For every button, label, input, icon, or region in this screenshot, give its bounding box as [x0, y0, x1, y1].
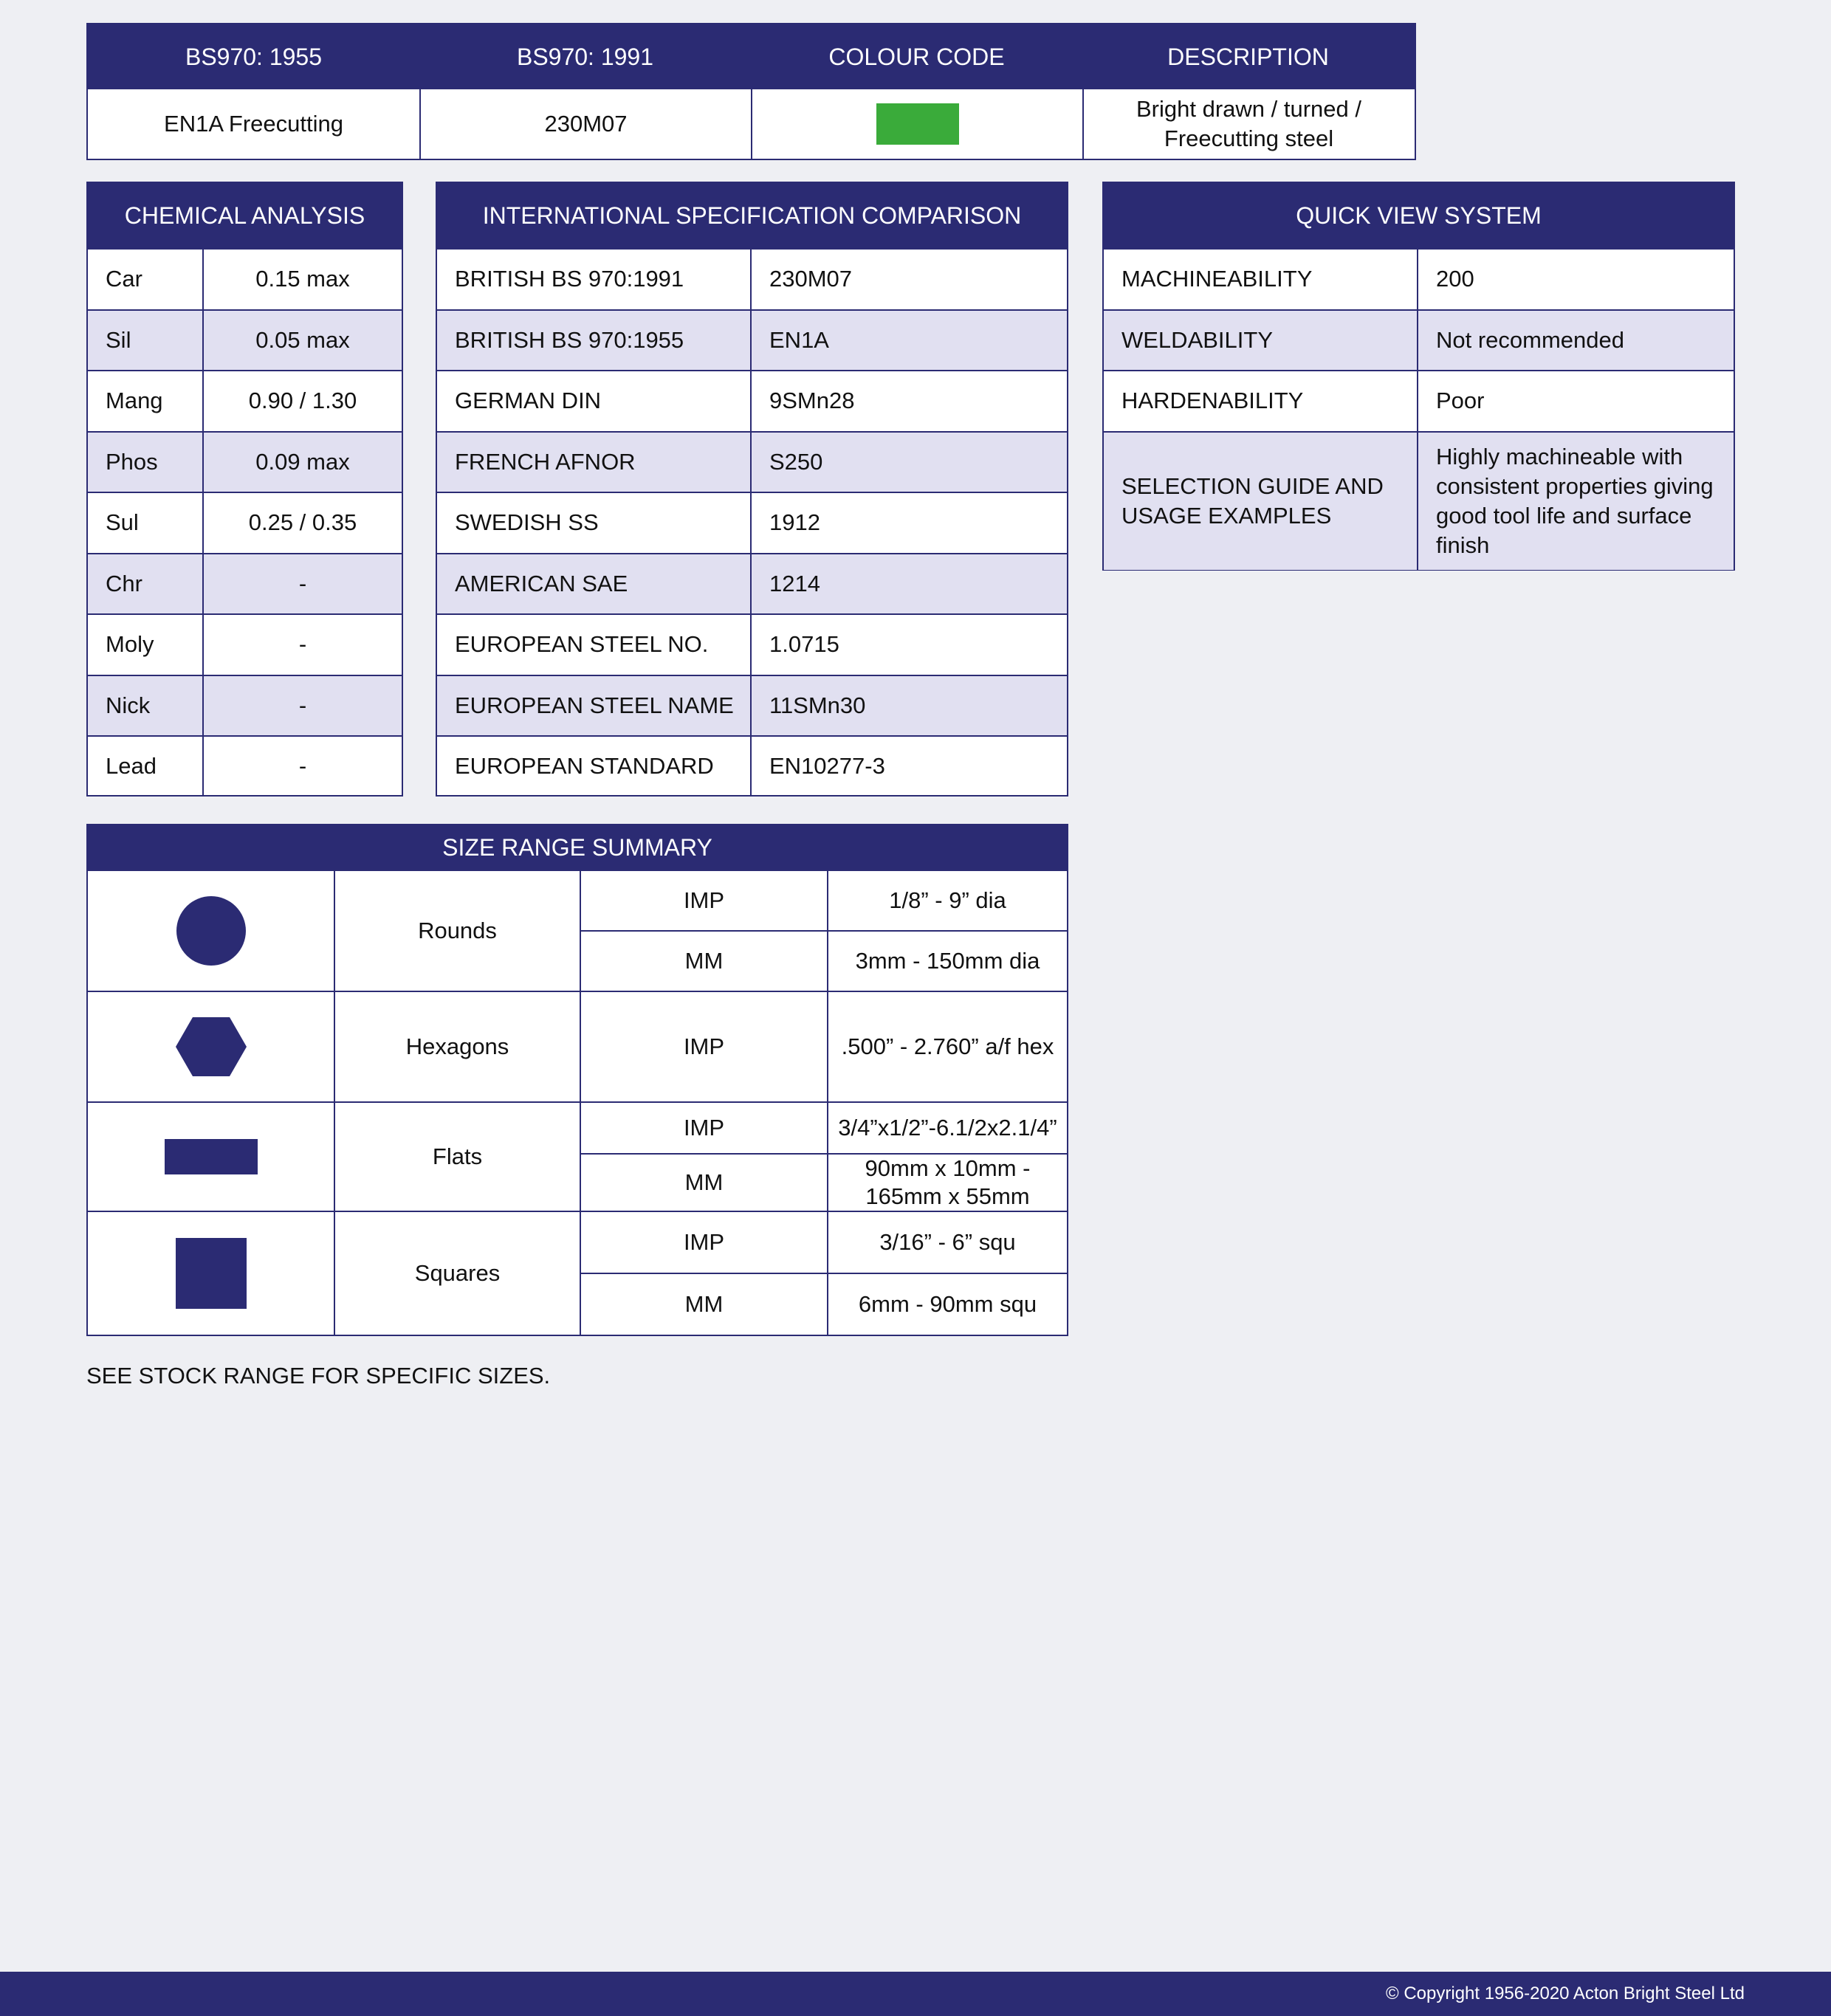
element-label: Chr: [106, 570, 142, 596]
property-label: HARDENABILITY: [1121, 388, 1304, 414]
property-value: Not recommended: [1417, 311, 1734, 371]
standard-label: BRITISH BS 970:1955: [455, 326, 684, 353]
table-row: [88, 492, 402, 553]
standard-label: EUROPEAN STANDARD: [455, 753, 714, 780]
standard-label: FRENCH AFNOR: [455, 448, 636, 475]
table-row: [437, 735, 1067, 797]
unit-imp: IMP: [683, 1115, 725, 1141]
unit-imp: IMP: [683, 887, 725, 913]
header-description: DESCRIPTION: [1167, 43, 1329, 70]
standard-label: GERMAN DIN: [455, 388, 602, 414]
element-value: 0.09 max: [202, 433, 402, 492]
standard-value: 230M07: [750, 250, 1067, 309]
bs1955-value: EN1A Freecutting: [164, 111, 343, 137]
unit-imp: IMP: [683, 1033, 725, 1059]
range-imp: .500” - 2.760” a/f hex: [827, 992, 1067, 1101]
property-value: 200: [1417, 250, 1734, 309]
table-row: [437, 431, 1067, 492]
table-row: [88, 431, 402, 492]
table-row: [88, 309, 402, 371]
standard-value: 9SMn28: [750, 371, 1067, 431]
element-value: 0.25 / 0.35: [202, 493, 402, 553]
header-colour-code: COLOUR CODE: [828, 43, 1005, 70]
footer-bar: [0, 1972, 1831, 2016]
standard-label: EUROPEAN STEEL NO.: [455, 631, 709, 658]
range-mm: 90mm x 10mm - 165mm x 55mm: [827, 1155, 1067, 1211]
property-value: Highly machineable with consistent properties giving good tool life and surface finish: [1417, 433, 1734, 570]
table-row: [437, 370, 1067, 431]
size-range-table: [86, 824, 1068, 1336]
unit-mm: MM: [684, 1169, 724, 1195]
chemical-analysis-table: [86, 182, 403, 797]
table-row: [437, 613, 1067, 675]
property-label: SELECTION GUIDE AND USAGE EXAMPLES: [1121, 472, 1384, 529]
standard-value: 1214: [750, 554, 1067, 614]
property-label: WELDABILITY: [1121, 326, 1273, 353]
range-imp: 3/4”x1/2”-6.1/2x2.1/4”: [827, 1103, 1067, 1153]
table-row: [437, 553, 1067, 614]
table-row: [1104, 309, 1734, 371]
element-label: Car: [106, 266, 142, 292]
element-value: 0.15 max: [202, 250, 402, 309]
international-spec-title: INTERNATIONAL SPECIFICATION COMPARISON: [437, 183, 1067, 248]
bs1991-value: 230M07: [419, 89, 751, 159]
size-row-flats: [88, 1101, 1067, 1211]
element-value: 0.05 max: [202, 311, 402, 371]
element-label: Lead: [106, 753, 157, 780]
range-mm: 6mm - 90mm squ: [827, 1274, 1067, 1335]
shape-name: Rounds: [334, 871, 580, 991]
range-imp: 3/16” - 6” squ: [827, 1212, 1067, 1273]
standard-value: EN1A: [750, 311, 1067, 371]
standard-label: SWEDISH SS: [455, 509, 599, 536]
table-row: [88, 553, 402, 614]
colour-code-cell: [751, 89, 1082, 159]
table-row: [437, 309, 1067, 371]
table-row: [1104, 431, 1734, 570]
standard-value: 1.0715: [750, 615, 1067, 675]
spec-row: [88, 89, 1415, 159]
element-label: Sul: [106, 509, 139, 536]
table-row: [88, 735, 402, 797]
unit-imp: IMP: [683, 1229, 725, 1255]
size-range-title: SIZE RANGE SUMMARY: [88, 825, 1067, 870]
element-label: Sil: [106, 326, 131, 353]
unit-mm: MM: [684, 948, 724, 974]
square-icon: [88, 1212, 334, 1335]
table-row: [1104, 248, 1734, 309]
element-label: Nick: [106, 692, 151, 718]
shape-name: Squares: [334, 1212, 580, 1335]
header-bs1991: BS970: 1991: [516, 43, 654, 70]
spec-table: [86, 23, 1416, 160]
hexagon-icon: [88, 992, 334, 1101]
spec-header-row: [88, 24, 1415, 89]
size-row-squares: [88, 1211, 1067, 1335]
element-value: -: [202, 615, 402, 675]
element-value: 0.90 / 1.30: [202, 371, 402, 431]
shape-name: Flats: [334, 1103, 580, 1211]
size-row-rounds: [88, 870, 1067, 991]
table-row: [1104, 370, 1734, 431]
standard-value: EN10277-3: [750, 737, 1067, 797]
table-row: [88, 370, 402, 431]
unit-mm: MM: [684, 1291, 724, 1317]
standard-value: 11SMn30: [750, 676, 1067, 736]
chemical-analysis-title: CHEMICAL ANALYSIS: [88, 183, 402, 248]
standard-value: 1912: [750, 493, 1067, 553]
stock-range-note: SEE STOCK RANGE FOR SPECIFIC SIZES.: [86, 1363, 551, 1389]
element-label: Phos: [106, 448, 158, 475]
copyright-text: © Copyright 1956-2020 Acton Bright Steel Ltd: [1386, 1984, 1745, 2003]
element-value: -: [202, 737, 402, 797]
table-row: [437, 492, 1067, 553]
element-label: Moly: [106, 631, 154, 658]
standard-value: S250: [750, 433, 1067, 492]
international-spec-table: [436, 182, 1068, 797]
table-row: [88, 613, 402, 675]
quick-view-table: [1102, 182, 1735, 571]
circle-icon: [88, 871, 334, 991]
property-value: Poor: [1417, 371, 1734, 431]
shape-name: Hexagons: [334, 992, 580, 1101]
size-row-hexagons: [88, 991, 1067, 1101]
standard-label: BRITISH BS 970:1991: [455, 266, 684, 292]
standard-label: EUROPEAN STEEL NAME: [455, 692, 734, 718]
table-row: [437, 248, 1067, 309]
property-label: MACHINEABILITY: [1121, 266, 1313, 292]
rectangle-icon: [88, 1103, 334, 1211]
element-value: -: [202, 676, 402, 736]
table-row: [437, 675, 1067, 736]
range-mm: 3mm - 150mm dia: [827, 932, 1067, 991]
element-label: Mang: [106, 388, 163, 414]
element-value: -: [202, 554, 402, 614]
table-row: [88, 248, 402, 309]
colour-swatch: [876, 103, 959, 145]
standard-label: AMERICAN SAE: [455, 570, 628, 596]
header-bs1955: BS970: 1955: [185, 43, 323, 70]
description-value: Bright drawn / turned / Freecutting steel: [1082, 89, 1414, 159]
range-imp: 1/8” - 9” dia: [827, 871, 1067, 930]
table-row: [88, 675, 402, 736]
quick-view-title: QUICK VIEW SYSTEM: [1104, 183, 1734, 248]
